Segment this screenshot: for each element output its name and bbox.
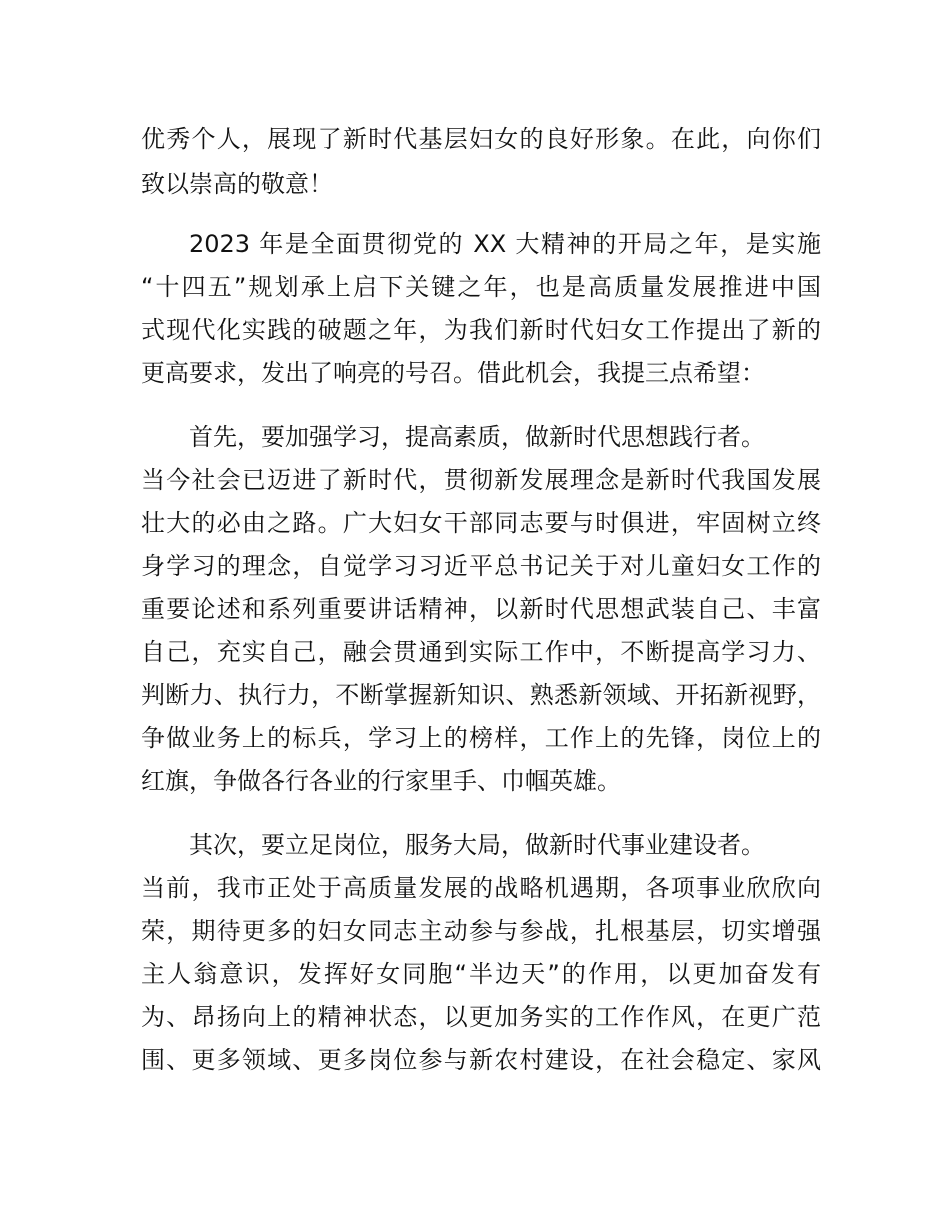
- paragraph-3-line-7: 判断力、执行力，不断掌握新知识、熟悉新领域、开拓新视野，: [141, 681, 821, 709]
- paragraph-3-line-5: 重要论述和系列重要讲话精神，以新时代思想武装自己、丰富: [141, 595, 821, 623]
- paragraph-3-line-1: 首先，要加强学习，提高素质，做新时代思想践行者。: [189, 423, 765, 451]
- paragraph-3-line-3: 壮大的必由之路。广大妇女干部同志要与时俱进，牢固树立终: [141, 509, 821, 537]
- paragraph-4-line-2: 当前，我市正处于高质量发展的战略机遇期，各项事业欣欣向: [141, 874, 821, 902]
- paragraph-4-line-4: 主人翁意识，发挥好女同胞“半边天”的作用，以更加奋发有: [141, 960, 821, 988]
- paragraph-2-line-3: 式现代化实践的破题之年，为我们新时代妇女工作提出了新的: [141, 316, 821, 344]
- paragraph-1-line-1: 优秀个人，展现了新时代基层妇女的良好形象。在此，向你们: [141, 125, 821, 153]
- paragraph-4-line-3: 荣，期待更多的妇女同志主动参与参战，扎根基层，切实增强: [141, 917, 821, 945]
- paragraph-3-line-6: 自己，充实自己，融会贯通到实际工作中，不断提高学习力、: [141, 638, 821, 666]
- paragraph-2-line-4: 更高要求，发出了响亮的号召。借此机会，我提三点希望：: [141, 359, 765, 387]
- paragraph-2-line-1: 2023 年是全面贯彻党的 XX 大精神的开局之年，是实施: [189, 230, 821, 258]
- paragraph-4-line-6: 围、更多领域、更多岗位参与新农村建设，在社会稳定、家风: [141, 1046, 821, 1074]
- paragraph-4-line-5: 为、昂扬向上的精神状态，以更加务实的工作作风，在更广范: [141, 1003, 821, 1031]
- paragraph-3-line-9: 红旗，争做各行各业的行家里手、巾帼英雄。: [141, 767, 621, 795]
- paragraph-4-line-1: 其次，要立足岗位，服务大局，做新时代事业建设者。: [189, 831, 765, 859]
- paragraph-3-line-2: 当今社会已迈进了新时代，贯彻新发展理念是新时代我国发展: [141, 466, 821, 494]
- paragraph-1-line-2: 致以崇高的敬意！: [141, 170, 333, 198]
- paragraph-3-line-8: 争做业务上的标兵，学习上的榜样，工作上的先锋，岗位上的: [141, 724, 821, 752]
- paragraph-3-line-4: 身学习的理念，自觉学习习近平总书记关于对儿童妇女工作的: [141, 552, 821, 580]
- paragraph-2-line-2: “十四五”规划承上启下关键之年，也是高质量发展推进中国: [141, 273, 821, 301]
